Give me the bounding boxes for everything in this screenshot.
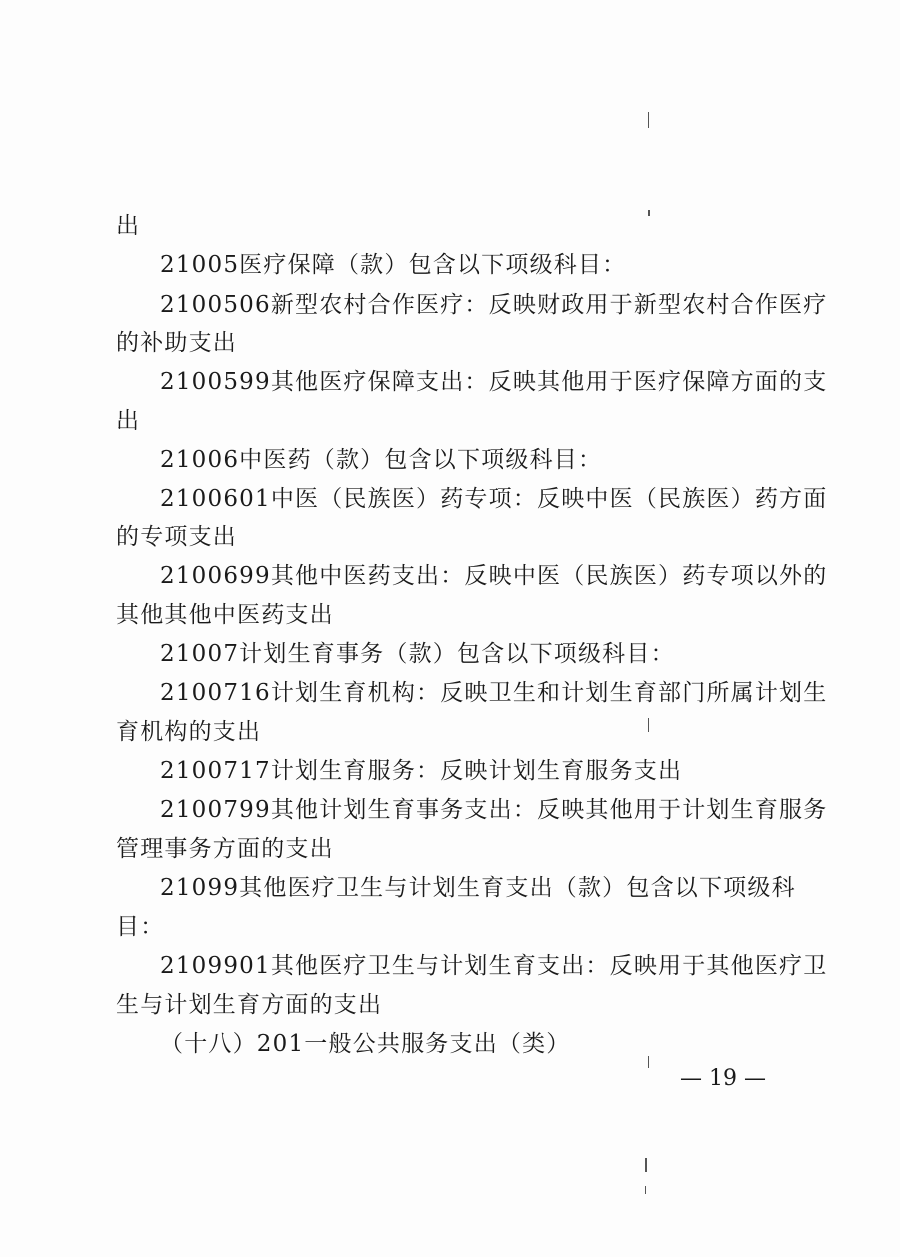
text-line: 的专项支出 xyxy=(116,524,237,550)
text-line: 生与计划生育方面的支出 xyxy=(116,992,383,1018)
text-line: 21006中医药（款）包含以下项级科目： xyxy=(160,447,603,473)
text-line: 育机构的支出 xyxy=(116,719,262,745)
text-line: 21099其他医疗卫生与计划生育支出（款）包含以下项级科 xyxy=(160,875,796,901)
text-line: 出 xyxy=(116,213,141,239)
text-line: 2100599其他医疗保障支出：反映其他用于医疗保障方面的支 xyxy=(160,369,828,395)
text-line: 21007计划生育事务（款）包含以下项级科目： xyxy=(160,641,675,667)
text-line: 21005医疗保障（款）包含以下项级科目： xyxy=(160,252,627,278)
section-heading: （十八）201一般公共服务支出（类） xyxy=(160,1031,571,1057)
text-line: 2109901其他医疗卫生与计划生育支出：反映用于其他医疗卫 xyxy=(160,953,828,979)
text-line: 2100717计划生育服务：反映计划生育服务支出 xyxy=(160,758,683,784)
text-line: 2100799其他计划生育事务支出：反映其他用于计划生育服务 xyxy=(160,797,828,823)
scan-mark xyxy=(648,112,649,128)
scan-mark xyxy=(648,210,650,216)
text-line: 管理事务方面的支出 xyxy=(116,836,334,862)
text-line: 其他其他中医药支出 xyxy=(116,602,334,628)
scan-mark xyxy=(648,718,649,732)
text-line: 2100506新型农村合作医疗：反映财政用于新型农村合作医疗 xyxy=(160,292,828,318)
text-line: 2100699其他中医药支出：反映中医（民族医）药专项以外的 xyxy=(160,563,828,589)
text-line: 出 xyxy=(116,408,141,434)
text-line: 目： xyxy=(116,914,165,940)
scan-mark xyxy=(648,1056,649,1068)
page-number: — 19 — xyxy=(680,1066,766,1091)
text-line: 2100716计划生育机构：反映卫生和计划生育部门所属计划生 xyxy=(160,680,828,706)
text-line: 的补助支出 xyxy=(116,330,237,356)
scan-mark xyxy=(645,1158,647,1172)
text-line: 2100601中医（民族医）药专项：反映中医（民族医）药方面 xyxy=(160,486,828,512)
scan-mark xyxy=(645,1186,646,1194)
